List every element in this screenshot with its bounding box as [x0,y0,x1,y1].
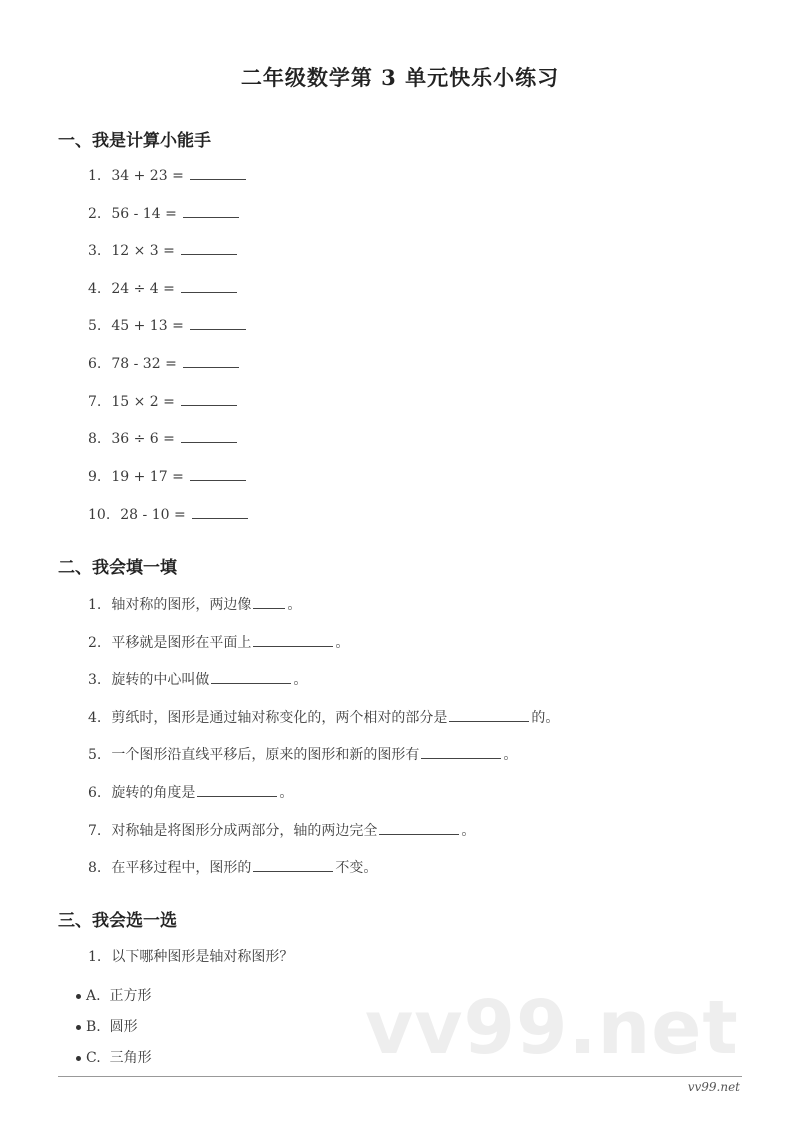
calc-problem [88,278,237,297]
problem-text-before: 平移就是图形在平面上 [111,635,252,651]
fill-problem [88,782,293,802]
option-c[interactable] [76,1047,152,1067]
section-heading-calculation: 一、我是计算小能手 [58,131,211,151]
watermark-text: vv99.net [365,985,739,1071]
problem-text-before: 一个图形沿直线平移后，原来的图形和新的图形有 [111,747,420,763]
calc-problem [88,391,237,410]
problem-expression: 36 ÷ 6 = [111,431,175,447]
footer-site-text: vv99.net [687,1080,740,1094]
answer-blank[interactable] [211,669,291,684]
problem-number: 7. [88,394,102,410]
problem-text-after: 。 [503,747,518,763]
option-label: A. [86,988,101,1004]
fill-problem [88,857,377,877]
problem-expression: 34 + 23 = [111,168,184,184]
answer-blank[interactable] [253,857,333,872]
option-text: 圆形 [109,1019,138,1035]
calc-problem [88,203,239,222]
option-text: 三角形 [109,1050,152,1066]
calc-problem [88,165,246,184]
problem-expression: 15 × 2 = [111,394,175,410]
problem-number: 7. [88,823,102,839]
problem-number: 5. [88,318,102,334]
problem-number: 3. [88,672,102,688]
problem-expression: 78 - 32 = [111,356,177,372]
bullet-icon [76,994,81,999]
problem-text-before: 在平移过程中，图形的 [111,860,252,876]
problem-text-before: 对称轴是将图形分成两部分，轴的两边完全 [111,823,378,839]
problem-number: 4. [88,281,102,297]
problem-text-before: 轴对称的图形，两边像 [111,597,252,613]
problem-number: 3. [88,243,102,259]
fill-problem [88,707,559,727]
answer-blank[interactable] [183,353,239,368]
problem-number: 1. [88,168,102,184]
answer-blank[interactable] [192,504,248,519]
answer-blank[interactable] [379,820,459,835]
answer-blank[interactable] [253,632,333,647]
problem-number: 5. [88,747,102,763]
problem-expression: 28 - 10 = [120,507,186,523]
page-title: 二年级数学第 3 单元快乐小练习 [240,65,560,90]
option-text: 正方形 [109,988,152,1004]
fill-problem [88,594,301,614]
problem-text-before: 旋转的中心叫做 [111,672,210,688]
answer-blank[interactable] [183,203,239,218]
answer-blank[interactable] [449,707,529,722]
problem-expression: 19 + 17 = [111,469,184,485]
problem-number: 9. [88,469,102,485]
answer-blank[interactable] [181,391,237,406]
problem-number: 8. [88,860,102,876]
problem-expression: 12 × 3 = [111,243,175,259]
bullet-icon [76,1025,81,1030]
answer-blank[interactable] [190,466,246,481]
answer-blank[interactable] [253,594,285,609]
problem-number: 8. [88,431,102,447]
answer-blank[interactable] [181,428,237,443]
choice-question [88,946,293,966]
problem-text-after: 。 [293,672,308,688]
bullet-icon [76,1056,81,1061]
calc-problem [88,466,246,485]
calc-problem [88,240,237,259]
problem-number: 1. [88,597,102,613]
problem-number: 6. [88,785,102,801]
option-label: B. [86,1019,101,1035]
question-text: 以下哪种图形是轴对称图形？ [111,949,294,965]
calc-problem [88,428,237,447]
calc-problem [88,315,246,334]
fill-problem [88,820,475,840]
problem-text-after: 。 [461,823,476,839]
problem-expression: 24 ÷ 4 = [111,281,175,297]
fill-problem [88,632,349,652]
problem-number: 4. [88,710,102,726]
option-label: C. [86,1050,101,1066]
problem-number: 1. [88,949,102,965]
problem-text-after: 的。 [531,710,560,726]
option-b[interactable] [76,1016,138,1036]
fill-problem [88,669,307,689]
problem-text-after: 。 [279,785,294,801]
problem-text-after: 。 [287,597,302,613]
answer-blank[interactable] [197,782,277,797]
problem-text-before: 旋转的角度是 [111,785,196,801]
section-heading-fill-in: 二、我会填一填 [58,558,177,578]
problem-expression: 45 + 13 = [111,318,184,334]
problem-number: 6. [88,356,102,372]
problem-text-before: 剪纸时，图形是通过轴对称变化的，两个相对的部分是 [111,710,448,726]
footer-divider [58,1076,742,1077]
problem-number: 10. [88,507,111,523]
answer-blank[interactable] [421,744,501,759]
answer-blank[interactable] [190,315,246,330]
calc-problem [88,504,248,523]
problem-expression: 56 - 14 = [111,206,177,222]
problem-text-after: 不变。 [335,860,378,876]
problem-number: 2. [88,206,102,222]
fill-problem [88,744,517,764]
problem-number: 2. [88,635,102,651]
answer-blank[interactable] [181,240,237,255]
calc-problem [88,353,239,372]
answer-blank[interactable] [190,165,246,180]
answer-blank[interactable] [181,278,237,293]
problem-text-after: 。 [335,635,350,651]
section-heading-choice: 三、我会选一选 [58,911,177,931]
option-a[interactable] [76,985,151,1005]
